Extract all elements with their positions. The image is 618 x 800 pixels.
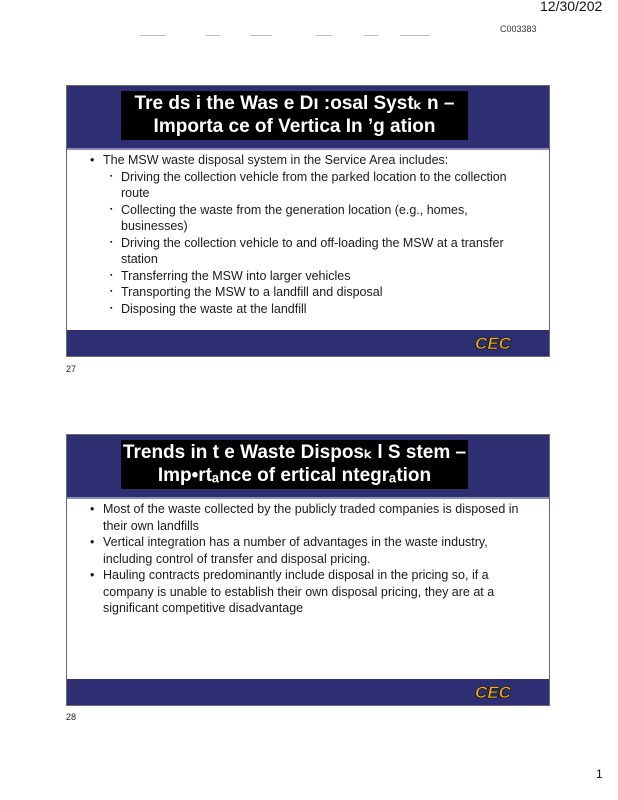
sub-bullet-list xyxy=(103,169,537,318)
sub-bullet-item: ▪ Transferring the MSW into larger vehicles xyxy=(103,268,537,285)
footer-band xyxy=(67,330,549,356)
bullet-text: The MSW waste disposal system in the Service Area includes: xyxy=(103,153,449,167)
slide-title-line-1: Tre ds i the Was e Dı :osal Systₖ n – xyxy=(134,93,455,114)
slide-28 xyxy=(66,434,550,706)
bullet-item xyxy=(87,152,537,317)
bullet-list xyxy=(87,152,537,317)
bullet-item: • Vertical integration has a number of advantages in the waste industry, including control of transfer and disposal pricing. xyxy=(87,534,537,567)
slide-number: 28 xyxy=(66,712,77,722)
band-divider xyxy=(67,148,549,150)
slide-27 xyxy=(66,85,550,357)
page-number: 1 xyxy=(596,767,603,781)
slide-number: 27 xyxy=(66,364,77,374)
logo-wordmark: CEC xyxy=(475,683,511,702)
title-box xyxy=(121,440,468,489)
slide-title-line-1: Trends in t e Waste Disposₖ l S stem – xyxy=(122,442,467,463)
sub-bullet-item: ▪ Transporting the MSW to a landfill and disposal xyxy=(103,284,537,301)
cec-logo xyxy=(469,682,517,702)
title-band xyxy=(67,86,549,148)
header-date: 12/30/202 xyxy=(540,0,603,12)
sub-bullet-item: ▪ Driving the collection vehicle to and off-loading the MSW at a transfer station xyxy=(103,235,537,268)
bullet-item: • Most of the waste collected by the publicly traded companies is disposed in their own landfills xyxy=(87,501,537,534)
bullet-list xyxy=(87,501,537,617)
bullet-item: • Hauling contracts predominantly include disposal in the pricing so, if a company is unable to establish their own disposal pricing, they are at a significant competitive disadvantage xyxy=(87,567,537,617)
sub-bullet-item: ▪ Collecting the waste from the generation location (e.g., homes, businesses) xyxy=(103,202,537,235)
logo-wordmark: CEC xyxy=(475,334,511,353)
title-box xyxy=(121,91,468,140)
sub-bullet-item: ▪ Driving the collection vehicle from the parked location to the collection route xyxy=(103,169,537,202)
cec-logo xyxy=(469,333,517,353)
sub-bullet-item: ▪ Disposing the waste at the landfill xyxy=(103,301,537,318)
slide-title-line-2: Imp•rtₐnce of ertical ntegrₐtion xyxy=(157,465,432,486)
header-smudges xyxy=(140,34,440,38)
document-id: C003383 xyxy=(500,24,537,34)
band-divider xyxy=(67,497,549,499)
slide-title-line-2: Importa ce of Vertica In ʼg ation xyxy=(153,116,436,137)
footer-band xyxy=(67,679,549,705)
title-band xyxy=(67,435,549,497)
